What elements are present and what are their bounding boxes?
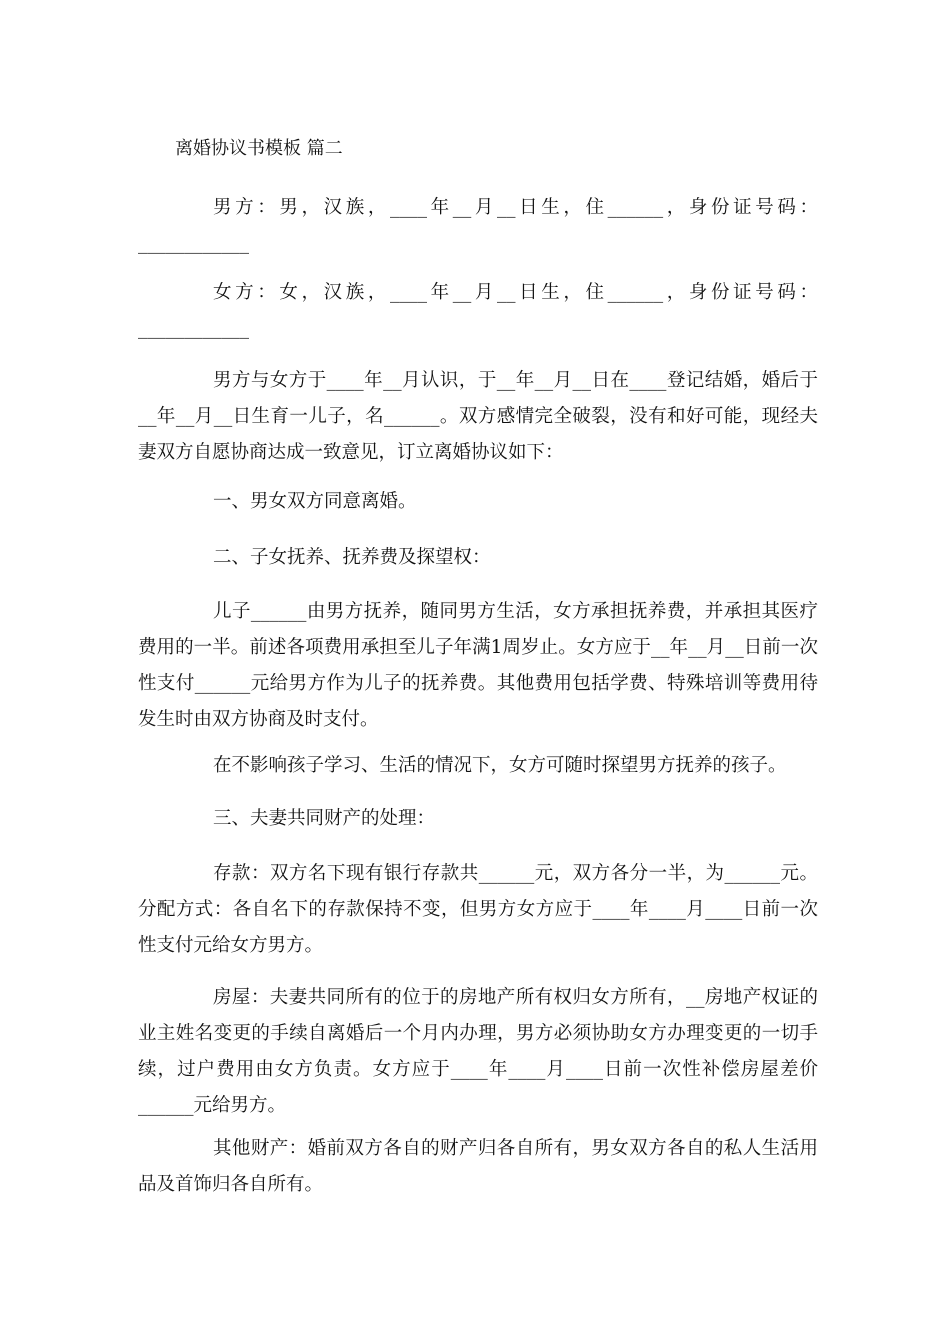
paragraph-deposits: 存款：双方名下现有银行存款共______元，双方各分一半，为______元。分配方式：各自名下的存款保持不变，但男方女方应于____年____月____日前一次性支付元给女方男方。 xyxy=(138,863,818,956)
document-title: 离婚协议书模板 篇二 xyxy=(175,138,343,159)
paragraph-female-party: 女方：女，汉族，____年__月__日生，住______，身份证号码：____________ xyxy=(138,282,818,339)
paragraph-child-support: 儿子______由男方抚养，随同男方生活，女方承担抚养费，并承担其医疗费用的一半。前述各项费用承担至儿子年满1周岁止。女方应于__年__月__日前一次性支付______元给男方作为儿子的抚养费。其他费用包括学费、特殊培训等费用待发生时由双方协商及时支付。 xyxy=(138,601,818,730)
paragraph-male-party: 男方：男，汉族，____年__月__日生，住______，身份证号码：____________ xyxy=(138,197,818,254)
paragraph-clause-3-heading: 三、夫妻共同财产的处理： xyxy=(213,808,436,829)
paragraph-other-property: 其他财产：婚前双方各自的财产归各自所有，男女双方各自的私人生活用品及首饰归各自所有。 xyxy=(138,1138,818,1195)
paragraph-clause-1: 一、男女双方同意离婚。 xyxy=(213,491,417,512)
paragraph-visitation: 在不影响孩子学习、生活的情况下，女方可随时探望男方抚养的孩子。 xyxy=(213,755,787,776)
paragraph-marriage-background: 男方与女方于____年__月认识，于__年__月__日在____登记结婚，婚后于__年__月__日生育一儿子，名______。双方感情完全破裂，没有和好可能，现经夫妻双方自愿协商达成一致意见，订立离婚协议如下： xyxy=(138,370,818,463)
paragraph-clause-2-heading: 二、子女抚养、抚养费及探望权： xyxy=(213,547,491,568)
paragraph-house: 房屋：夫妻共同所有的位于的房地产所有权归女方所有，__房地产权证的业主姓名变更的手续自离婚后一个月内办理，男方必须协助女方办理变更的一切手续，过户费用由女方负责。女方应于____年____月____日前一次性补偿房屋差价______元给男方。 xyxy=(138,987,818,1116)
